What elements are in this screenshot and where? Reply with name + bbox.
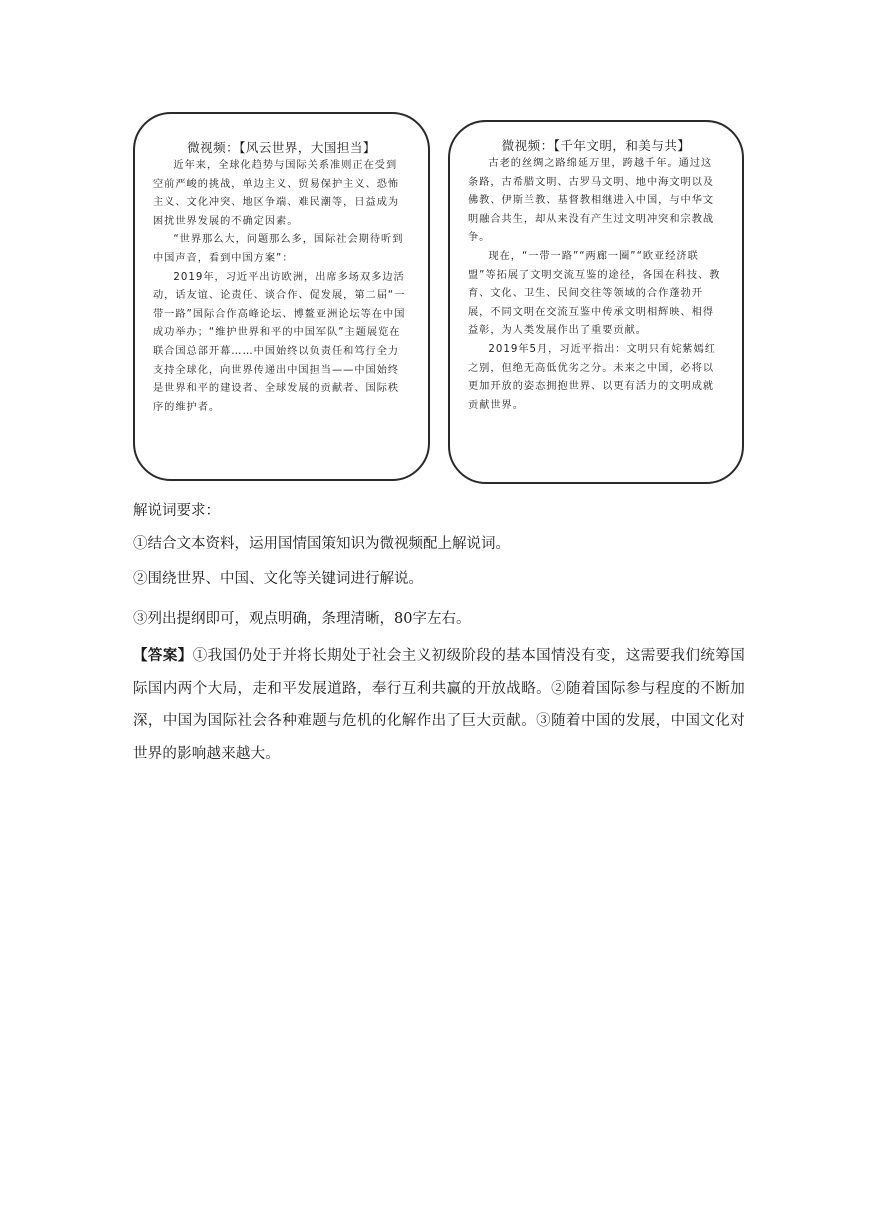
right-box-paragraph: 2019年5月，习近平指出：文明只有姹紫嫣红之别，但绝无高低优劣之分。未来之中国，必将以更加开放的姿态拥抱世界、以更有活力的文明成就贡献世界。 [468, 343, 716, 411]
requirement-item-1: ①结合文本资料，运用国情国策知识为微视频配上解说词。 [133, 536, 510, 552]
answer-label: 【答案】 [133, 647, 193, 664]
right-box-paragraph: 古老的丝绸之路绵延万里，跨越千年。通过这条路，古希腊文明、古罗马文明、地中海文明以及佛教、伊斯兰教、基督教相继进入中国，与中华文明融合共生，却从来没有产生过文明冲突和宗教战争。 [468, 158, 715, 244]
left-box-paragraph: “世界那么大，问题那么多，国际社会期待听到中国声音，看到中国方案”： [153, 234, 404, 264]
right-box-title: 微视频：【千年文明，和美与共】 [501, 138, 691, 153]
answer-text: ①我国仍处于并将长期处于社会主义初级阶段的基本国情没有变，这需要我们统筹国际国内两个大局，走和平发展道路，奉行互利共赢的开放战略。②随着国际参与程度的不断加深，中国为国际社会各种难题与危机的化解作出了巨大贡献。③随着中国的发展，中国文化对世界的影响越来越大。 [133, 648, 745, 762]
left-box-body [153, 157, 408, 417]
requirements-title: 解说词要求： [133, 503, 220, 519]
requirement-item-3: ③列出提纲即可，观点明确，条理清晰，80字左右。 [133, 611, 471, 627]
left-box-title: 微视频：【风云世界，大国担当】 [187, 140, 376, 155]
left-box-paragraph: 2019年，习近平出访欧洲，出席多场双多边活动，话友谊、论责任、谈合作、促发展，第二届“一带一路”国际合作高峰论坛、博鳌亚洲论坛等在中国成功举办；“维护世界和平的中国军队”主题展览在联合国总部开幕……中国始终以负责任和笃行全力支持全球化，向世界传递出中国担当——中国始终是世界和平的建设者、全球发展的贡献者、国际秩序的维护者。 [153, 271, 406, 413]
requirement-item-2: ②围绕世界、中国、文化等关键词进行解说。 [133, 571, 423, 587]
answer-paragraph [133, 640, 745, 770]
right-box-body [468, 155, 722, 415]
right-video-box [448, 120, 744, 484]
left-video-box [133, 112, 430, 481]
left-box-paragraph: 近年来，全球化趋势与国际关系准则正在受到空前严峻的挑战，单边主义、贸易保护主义、恐怖主义、文化冲突、地区争端、难民潮等，日益成为困扰世界发展的不确定因素。 [153, 160, 400, 227]
right-box-paragraph: 现在，“一带一路”“两廊一圈”“欧亚经济联盟”等拓展了文明交流互鉴的途径，各国在科技、教育、文化、卫生、民间交往等领域的合作蓬勃开展，不同文明在交流互鉴中传承文明相辉映、相得益彰，为人类发展作出了重要贡献。 [468, 250, 721, 337]
